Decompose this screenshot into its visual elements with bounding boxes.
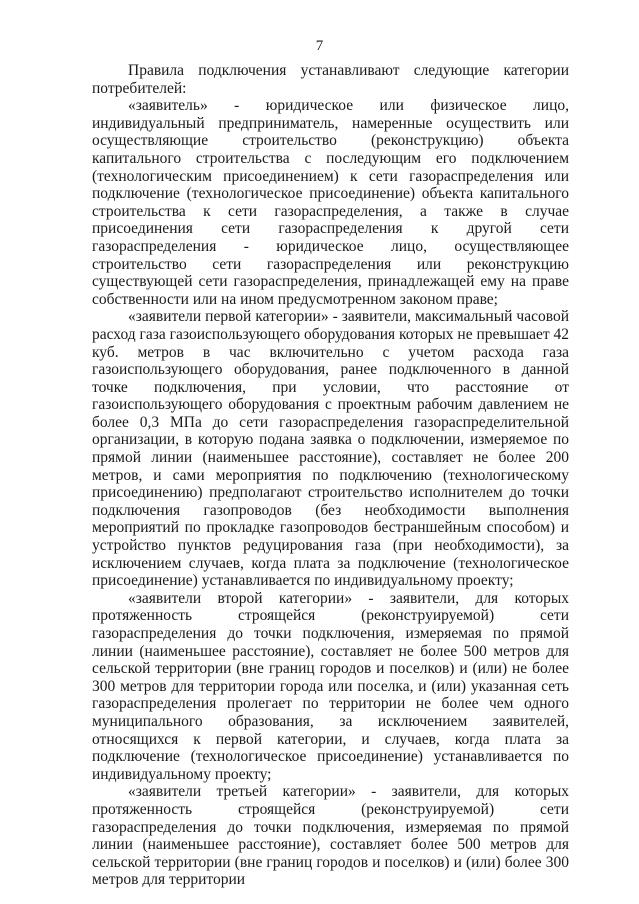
paragraph-third-category: «заявители третьей категории» - заявители, для которых протяженность строящейся (реконструируемой) сети газораспределения до точки подключения, измеряемая по прямой линии (наименьшее расстояние), составляет более 500 метров для сельской территории (вне границ городов и поселков) и (или) более 300 метров для территории: [92, 783, 569, 889]
paragraph-first-category: «заявители первой категории» - заявители, максимальный часовой расход газа газоиспользующего оборудования которых не превышает 42 куб. метров в час включительно с учетом расхода газа газоиспользующего оборудования, ранее подключенного в данной точке подключения, при условии, что расстояние от газоиспользующего оборудования с проектным рабочим давлением не более 0,3 МПа до сети газораспределения газораспределительной организации, в которую подана заявка о подключении, измеряемое по прямой линии (наименьшее расстояние), составляет не более 200 метров, и сами мероприятия по подключению (технологическому присоединению) предполагают строительство исполнителем до точки подключения газопроводов (без необходимости выполнения мероприятий по прокладке газопроводов бестраншейным способом) и устройство пунктов редуцирования газа (при необходимости), за исключением случаев, когда плата за подключение (технологическое присоединение) устанавливается по индивидуальному проекту;: [92, 308, 569, 590]
page-number: 7: [315, 38, 324, 54]
paragraph-applicant-definition: «заявитель» - юридическое или физическое лицо, индивидуальный предприниматель, намеренные осуществить или осуществляющие строительство (реконструкцию) объекта капитального строительства с последующим его подключением (технологическим присоединением) к сети газораспределения или подключение (технологическое присоединение) объекта капитального строительства к сети газораспределения, а также в случае присоединения сети газораспределения к другой сети газораспределения - юридическое лицо, осуществляющее строительство сети газораспределения или реконструкцию существующей сети газораспределения, принадлежащей ему на праве собственности или на ином предусмотренном законом праве;: [92, 97, 569, 308]
paragraph-consumer-categories-intro: Правила подключения устанавливают следующие категории потребителей:: [92, 62, 569, 97]
paragraph-second-category: «заявители второй категории» - заявители, для которых протяженность строящейся (реконструируемой) сети газораспределения до точки подключения, измеряемая по прямой линии (наименьшее расстояние), составляет не более 500 метров для сельской территории (вне границ городов и поселков) и (или) не более 300 метров для территории города или поселка, и (или) указанная сеть газораспределения пролегает по территории не более чем одного муниципального образования, за исключением заявителей, относящихся к первой категории, и случаев, когда плата за подключение (технологическое присоединение) устанавливается по индивидуальному проекту;: [92, 589, 569, 783]
document-body: [92, 62, 569, 889]
